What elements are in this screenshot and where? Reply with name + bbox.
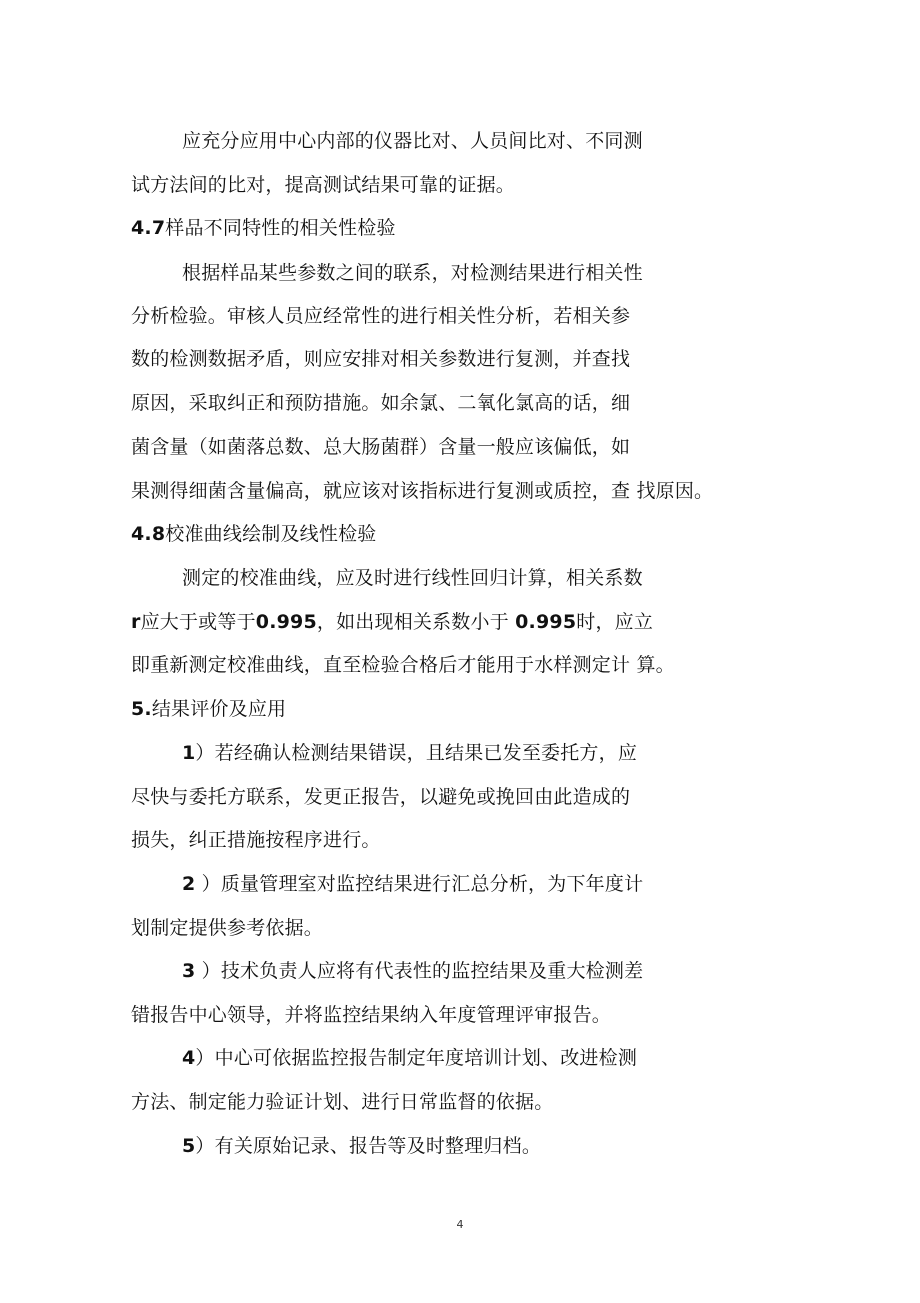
list-item-line	[182, 871, 643, 897]
paragraph-line: 菌含量（如菌落总数、总大肠菌群）含量一般应该偏低，如	[131, 436, 631, 458]
text-run: 时，应立	[576, 611, 654, 633]
text-run: 应大于或等于	[140, 611, 256, 633]
paragraph-line	[131, 609, 653, 635]
item-number: 2	[182, 873, 196, 895]
item-number: 1	[182, 742, 196, 764]
list-item-line	[182, 740, 637, 766]
item-number: 3	[182, 960, 196, 982]
variable-r: r	[131, 611, 141, 633]
item-number: 4	[182, 1047, 196, 1069]
section-title: 校准曲线绘制及线性检验	[165, 523, 377, 545]
item-text: ）技术负责人应将有代表性的监控结果及重大检测差	[195, 960, 644, 982]
section-number: 4.8	[131, 523, 166, 545]
item-text: ）质量管理室对监控结果进行汇总分析，为下年度计	[195, 873, 644, 895]
paragraph-line: 果测得细菌含量偏高，就应该对该指标进行复测或质控，查 找原因。	[131, 480, 714, 502]
section-heading-5	[131, 696, 286, 722]
item-text: ）若经确认检测结果错误，且结果已发至委托方，应	[195, 742, 638, 764]
paragraph-line: 根据样品某些参数之间的联系，对检测结果进行相关性	[182, 262, 643, 284]
paragraph-line: 即重新测定校准曲线，直至检验合格后才能用于水样测定计 算。	[131, 654, 675, 676]
item-number: 5	[182, 1135, 196, 1157]
paragraph-line: 分析检验。审核人员应经常性的进行相关性分析，若相关参	[131, 305, 631, 327]
paragraph-line: 数的检测数据矛盾，则应安排对相关参数进行复测，并查找	[131, 348, 631, 370]
list-item-line	[182, 958, 643, 984]
list-item-line	[182, 1045, 637, 1071]
list-item-line: 错报告中心领导，并将监控结果纳入年度管理评审报告。	[131, 1004, 612, 1026]
section-number: 5.	[131, 698, 152, 720]
paragraph-line: 应充分应用中心内部的仪器比对、人员间比对、不同测	[182, 130, 643, 152]
text-run: ，如出现相关系数小于	[316, 611, 516, 633]
list-item-line: 尽快与委托方联系，发更正报告，以避免或挽回由此造成的	[131, 786, 631, 808]
value-0995: 0.995	[255, 611, 317, 633]
paragraph-line: 试方法间的比对，提高测试结果可靠的证据。	[131, 174, 516, 196]
section-title: 结果评价及应用	[151, 698, 287, 720]
list-item-line	[182, 1133, 541, 1159]
section-heading-4-7	[131, 215, 396, 241]
paragraph-line: 原因，采取纠正和预防措施。如余氯、二氧化氯高的话，细	[131, 392, 631, 414]
list-item-line: 划制定提供参考依据。	[131, 917, 324, 939]
section-title: 样品不同特性的相关性检验	[165, 217, 396, 239]
value-0995: 0.995	[515, 611, 577, 633]
section-heading-4-8	[131, 521, 376, 547]
item-text: ）中心可依据监控报告制定年度培训计划、改进检测	[195, 1047, 638, 1069]
paragraph-line: 测定的校准曲线，应及时进行线性回归计算，相关系数	[182, 567, 643, 589]
page-number: 4	[456, 1218, 464, 1231]
list-item-line: 方法、制定能力验证计划、进行日常监督的依据。	[131, 1091, 554, 1113]
item-text: ）有关原始记录、报告等及时整理归档。	[195, 1135, 542, 1157]
section-number: 4.7	[131, 217, 166, 239]
list-item-line: 损失，纠正措施按程序进行。	[131, 829, 381, 851]
